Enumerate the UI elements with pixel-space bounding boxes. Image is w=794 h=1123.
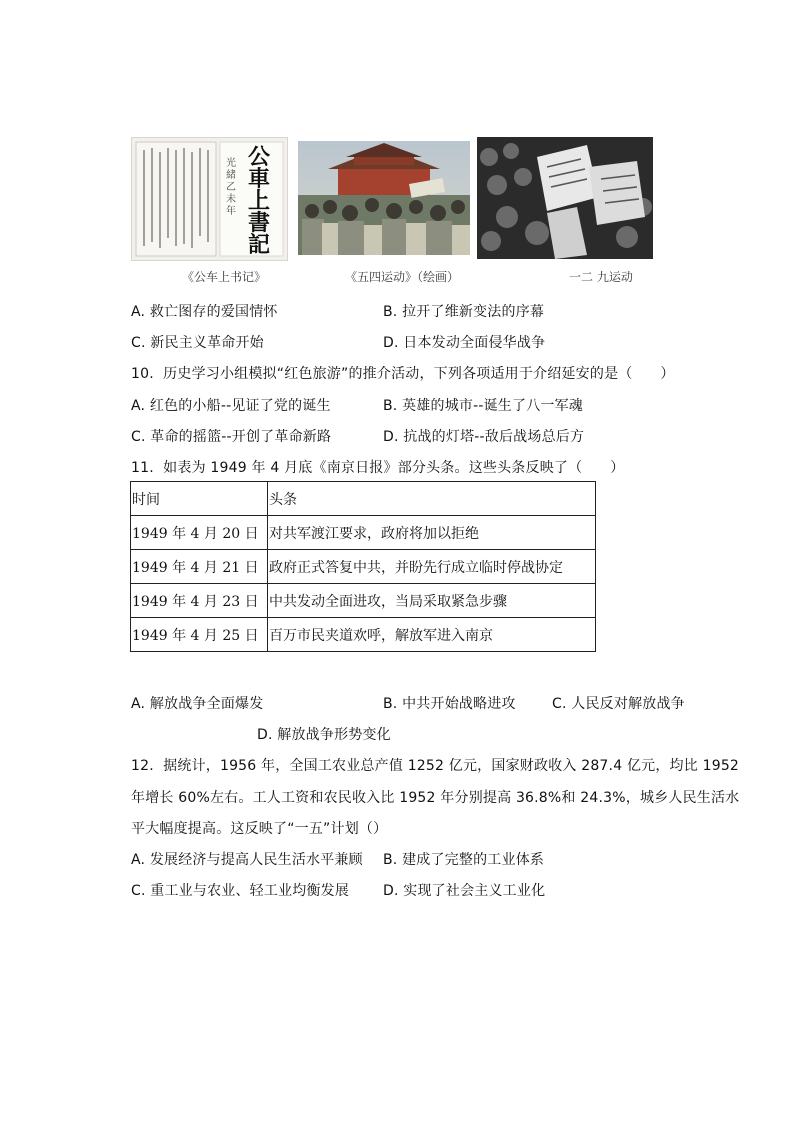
q9-option-a: A. 救亡图存的爱国情怀 <box>131 304 278 320</box>
q11-option-b: B. 中共开始战略进攻 <box>383 696 516 712</box>
image-caption-1: 《公车上书记》 <box>182 270 267 284</box>
table-cell-headline: 对共军渡江要求，政府将加以拒绝 <box>268 516 596 550</box>
q12-stem-line-2: 年增长 60%左右。工人工资和农民收入比 1952 年分别提高 36.8%和 24.3%，城乡人民生活水 <box>131 790 740 806</box>
image-may-fourth-painting <box>298 141 470 255</box>
painting-drawing <box>298 141 470 255</box>
q9-option-c: C. 新民主义革命开始 <box>131 335 264 351</box>
q12-option-b: B. 建成了完整的工业体系 <box>383 852 545 868</box>
table-row <box>131 584 596 618</box>
table-cell-headline: 政府正式答复中共，并盼先行成立临时停战协定 <box>268 550 596 584</box>
q12-stem-line-1: 12. 据统计，1956 年，全国工农业总产值 1252 亿元，国家财政收入 287.4 亿元，均比 1952 <box>131 758 740 774</box>
table-cell-headline: 百万市民夹道欢呼，解放军进入南京 <box>268 618 596 652</box>
table-header-time: 时间 <box>131 482 268 516</box>
q11-stem: 11. 如表为 1949 年 4 月底《南京日报》部分头条。这些头条反映了（ ） <box>131 460 625 476</box>
q10-option-a: A. 红色的小船--见证了党的诞生 <box>131 398 331 414</box>
q11-option-a: A. 解放战争全面爆发 <box>131 696 264 712</box>
table-cell-date: 1949 年 4 月 23 日 <box>131 584 268 618</box>
table-cell-date: 1949 年 4 月 20 日 <box>131 516 268 550</box>
photo-drawing <box>477 137 653 259</box>
q11-headline-table <box>130 481 596 652</box>
q11-option-d: D. 解放战争形势变化 <box>257 727 391 743</box>
table-row <box>131 516 596 550</box>
manuscript-title-text: 公車上書記 <box>248 144 271 258</box>
image-caption-3: 一二 九运动 <box>569 270 633 284</box>
q9-option-b: B. 拉开了维新变法的序幕 <box>383 304 545 320</box>
manuscript-side-text: 光緒乙未年 <box>226 158 236 217</box>
table-row <box>131 550 596 584</box>
q12-stem-line-3: 平大幅度提高。这反映了“一五”计划（） <box>131 821 388 837</box>
table-row <box>131 618 596 652</box>
q12-option-c: C. 重工业与农业、轻工业均衡发展 <box>131 883 350 899</box>
q10-option-c: C. 革命的摇篮--开创了革命新路 <box>131 429 332 445</box>
table-cell-date: 1949 年 4 月 25 日 <box>131 618 268 652</box>
table-header-headline: 头条 <box>268 482 596 516</box>
q10-stem: 10. 历史学习小组模拟“红色旅游”的推介活动，下列各项适用于介绍延安的是（ ） <box>131 366 675 382</box>
image-gongche-shangshu <box>131 137 288 261</box>
image-caption-2: 《五四运动》（绘画） <box>345 270 460 284</box>
q9-option-d: D. 日本发动全面侵华战争 <box>383 335 546 351</box>
image-december-ninth-photo <box>477 137 653 259</box>
table-cell-headline: 中共发动全面进攻，当局采取紧急步骤 <box>268 584 596 618</box>
table-header-row <box>131 482 596 516</box>
table-cell-date: 1949 年 4 月 21 日 <box>131 550 268 584</box>
q12-option-a: A. 发展经济与提高人民生活水平兼顾 <box>131 852 363 868</box>
q11-option-c: C. 人民反对解放战争 <box>552 696 685 712</box>
q12-option-d: D. 实现了社会主义工业化 <box>383 883 546 899</box>
q10-option-d: D. 抗战的灯塔--敌后战场总后方 <box>383 429 585 445</box>
q10-option-b: B. 英雄的城市--诞生了八一军魂 <box>383 398 584 414</box>
